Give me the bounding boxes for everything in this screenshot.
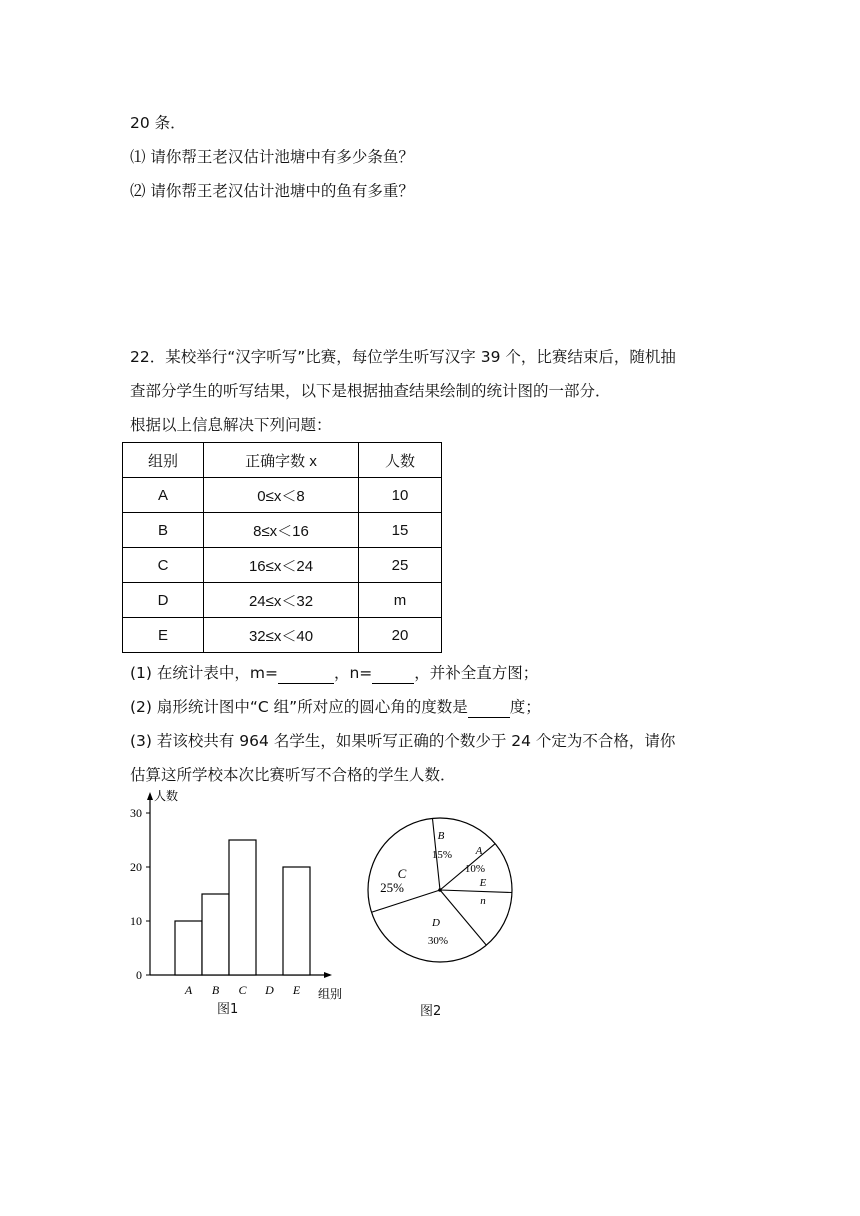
table-row xyxy=(123,478,442,513)
table-row xyxy=(123,513,442,548)
table-cell: B xyxy=(123,513,204,548)
x-tick-label: E xyxy=(292,983,301,997)
x-axis-label: 组别 xyxy=(318,987,343,1001)
table-cell: 24≤x＜32 xyxy=(204,583,359,618)
q21-continuation: 20 条． xyxy=(130,114,186,132)
table-cell: m xyxy=(359,583,442,618)
y-tick-label: 10 xyxy=(130,914,142,928)
pie-center xyxy=(438,888,442,892)
answer-blank-n[interactable] xyxy=(372,665,414,684)
table-cell: 15 xyxy=(359,513,442,548)
figure1-caption: 图1 xyxy=(217,1002,239,1017)
x-tick-label: D xyxy=(265,983,274,997)
q22-subquestion1 xyxy=(130,662,538,684)
q21-part2: ⑵ 请你帮王老汉估计池塘中的鱼有多重？ xyxy=(130,182,414,200)
table-row xyxy=(123,548,442,583)
pie-slice-value: 25% xyxy=(380,880,404,895)
sub2-text-a: (2) 扇形统计图中“C 组”所对应的圆心角的度数是 xyxy=(130,698,468,716)
table-header-row xyxy=(123,443,442,478)
bar-B xyxy=(202,894,229,975)
q22-stem-line1: 22．某校举行“汉字听写”比赛，每位学生听写汉字 39 个，比赛结束后，随机抽 xyxy=(130,348,676,366)
table-cell: 25 xyxy=(359,548,442,583)
pie-chart xyxy=(362,812,522,972)
x-tick-label: C xyxy=(238,983,247,997)
histogram-chart xyxy=(120,786,360,1001)
table-cell: C xyxy=(123,548,204,583)
pie-slice-label: E xyxy=(479,877,487,889)
y-tick-label: 30 xyxy=(130,806,142,820)
x-tick-label: B xyxy=(211,983,220,997)
table-cell: 10 xyxy=(359,478,442,513)
pie-slice-value: 10% xyxy=(464,863,486,875)
table-cell: 20 xyxy=(359,618,442,653)
pie-slice-value: n xyxy=(480,895,486,907)
pie-slice-value: 30% xyxy=(427,935,449,947)
table-cell: 0≤x＜8 xyxy=(204,478,359,513)
y-axis-label: 人数 xyxy=(154,789,179,803)
q22-subquestion3-line2: 估算这所学校本次比赛听写不合格的学生人数． xyxy=(130,766,456,784)
sub1-text-a: (1) 在统计表中，m= xyxy=(130,664,278,682)
sub1-text-b: ，n= xyxy=(333,664,373,682)
y-tick-label: 20 xyxy=(130,860,142,874)
x-axis-arrow xyxy=(324,972,332,978)
q22-stem-line2: 查部分学生的听写结果，以下是根据抽查结果绘制的统计图的一部分． xyxy=(130,382,611,400)
table-cell: E xyxy=(123,618,204,653)
q22-subquestion2 xyxy=(130,696,541,718)
bar-E xyxy=(283,867,310,975)
pie-slice-label: B xyxy=(437,830,445,842)
table-header-cell: 人数 xyxy=(359,443,442,478)
y-axis-arrow xyxy=(147,792,153,800)
table-cell: 32≤x＜40 xyxy=(204,618,359,653)
pie-slice-label: A xyxy=(475,845,483,857)
sub2-text-b: 度； xyxy=(509,698,541,716)
pie-slice-label: C xyxy=(397,866,407,881)
table-row xyxy=(123,583,442,618)
q22-stem-line3: 根据以上信息解决下列问题： xyxy=(130,416,332,434)
x-tick-label: A xyxy=(184,983,193,997)
answer-blank-angle[interactable] xyxy=(468,699,510,718)
table-cell: 8≤x＜16 xyxy=(204,513,359,548)
pie-slice-label: D xyxy=(432,917,440,929)
table-cell: A xyxy=(123,478,204,513)
q21-part1: ⑴ 请你帮王老汉估计池塘中有多少条鱼？ xyxy=(130,148,414,166)
table-header-cell: 正确字数 x xyxy=(204,443,359,478)
sub1-text-c: ，并补全直方图； xyxy=(414,664,539,682)
y-tick-label: 0 xyxy=(136,968,142,982)
q22-subquestion3-line1: (3) 若该校共有 964 名学生，如果听写正确的个数少于 24 个定为不合格，请你 xyxy=(130,732,676,750)
frequency-table xyxy=(122,442,442,653)
figure2-caption: 图2 xyxy=(420,1004,442,1019)
answer-blank-m[interactable] xyxy=(278,665,334,684)
bar-A xyxy=(175,921,202,975)
table-header-cell: 组别 xyxy=(123,443,204,478)
pie-slice-value: 15% xyxy=(431,849,453,861)
bar-C xyxy=(229,840,256,975)
table-cell: 16≤x＜24 xyxy=(204,548,359,583)
table-cell: D xyxy=(123,583,204,618)
table-row xyxy=(123,618,442,653)
